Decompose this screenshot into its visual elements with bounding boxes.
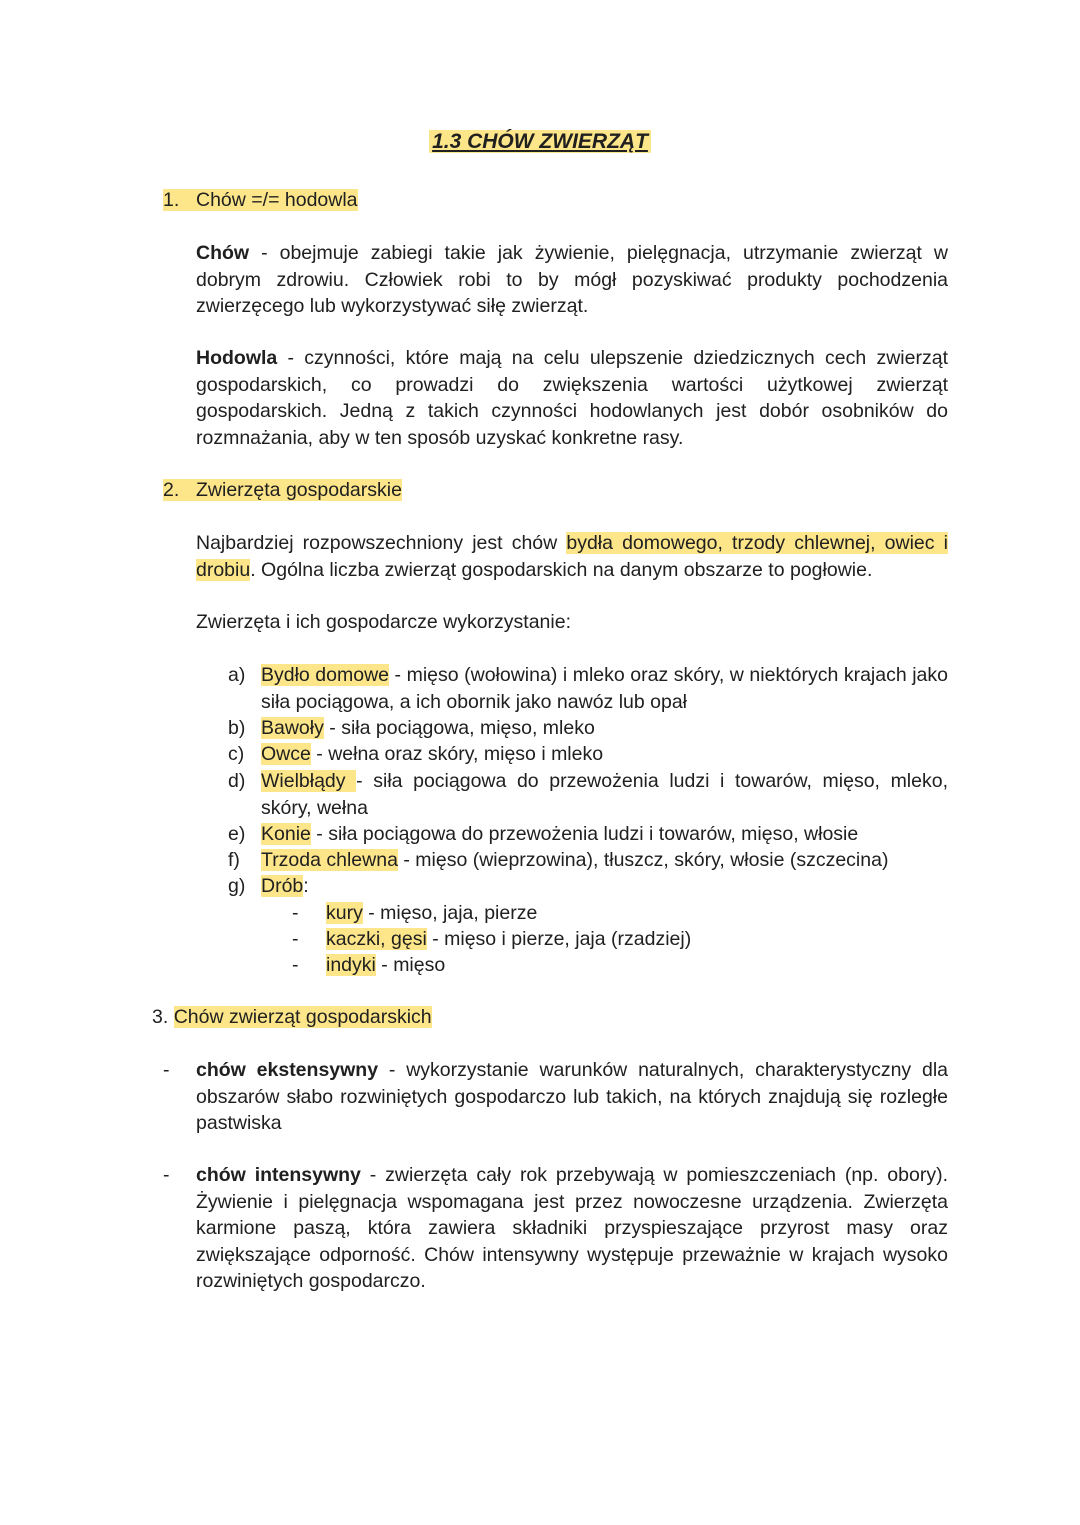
- list-item: a) Bydło domowe - mięso (wołowina) i mleko oraz skóry, w niektórych krajach jako siła pociągowa, a ich obornik jako nawóz lub opał: [228, 664, 948, 713]
- poultry-item: - kury - mięso, jaja, pierze: [292, 902, 538, 924]
- section-1-heading: 1. Chów =/= hodowla: [163, 189, 358, 211]
- list-item: b) Bawoły - siła pociągowa, mięso, mleko: [228, 717, 595, 739]
- list-item: g) Drób:: [228, 875, 309, 897]
- list-intro: Zwierzęta i ich gospodarcze wykorzystanie:: [196, 611, 571, 633]
- section-3-heading: 3. Chów zwierząt gospodarskich: [152, 1006, 432, 1028]
- livestock-intro: Najbardziej rozpowszechniony jest chów bydła domowego, trzody chlewnej, owiec i drobiu. Ogólna liczba zwierząt gospodarskich na danym obszarze to pogłowie.: [196, 532, 948, 581]
- section-2-heading: 2. Zwierzęta gospodarskie: [163, 479, 402, 501]
- list-item: c) Owce - wełna oraz skóry, mięso i mleko: [228, 743, 604, 765]
- extensive-farming: chów ekstensywny - wykorzystanie warunków naturalnych, charakterystyczny dla obszarów słabo rozwiniętych gospodarczo lub takich, na których znajdują się rozległe pastwiska: [196, 1059, 949, 1134]
- hodowla-definition: Hodowla - czynności, które mają na celu ulepszenie dziedzicznych cech zwierząt gospodarskich, co prowadzi do zwiększenia wartości użytkowej zwierząt gospodarskich. Jedną z takich czynności hodowlanych jest dobór osobników do rozmnażania, aby w ten sposób uzyskać konkretne rasy.: [196, 347, 948, 449]
- chow-definition: Chów - obejmuje zabiegi takie jak żywienie, pielęgnacja, utrzymanie zwierząt w dobrym zdrowiu. Człowiek robi to by mógł pozyskiwać produkty pochodzenia zwierzęcego lub wykorzystywać siłę zwierząt.: [196, 242, 948, 317]
- bullet-dash: -: [163, 1059, 170, 1081]
- list-item: e) Konie - siła pociągowa do przewożenia ludzi i towarów, mięso, włosie: [228, 823, 859, 845]
- list-item: f) Trzoda chlewna - mięso (wieprzowina), tłuszcz, skóry, włosie (szczecina): [228, 849, 889, 871]
- bullet-dash: -: [163, 1164, 170, 1186]
- list-item: d) Wielbłądy - siła pociągowa do przewożenia ludzi i towarów, mięso, mleko, skóry, wełna: [228, 770, 948, 819]
- poultry-item: - kaczki, gęsi - mięso i pierze, jaja (rzadziej): [292, 928, 692, 950]
- intensive-farming: chów intensywny - zwierzęta cały rok przebywają w pomieszczeniach (np. obory). Żywienie i pielęgnacja wspomagana jest przez nowoczesne urządzenia. Zwierzęta karmione paszą, która zawiera składniki przyspieszające przyrost masy oraz zwiększające odporność. Chów intensywny występuje przeważnie w krajach wysoko rozwiniętych gospodarczo.: [196, 1164, 948, 1292]
- page-title: 1.3 CHÓW ZWIERZĄT: [0, 129, 1080, 156]
- poultry-item: - indyki - mięso: [292, 954, 446, 976]
